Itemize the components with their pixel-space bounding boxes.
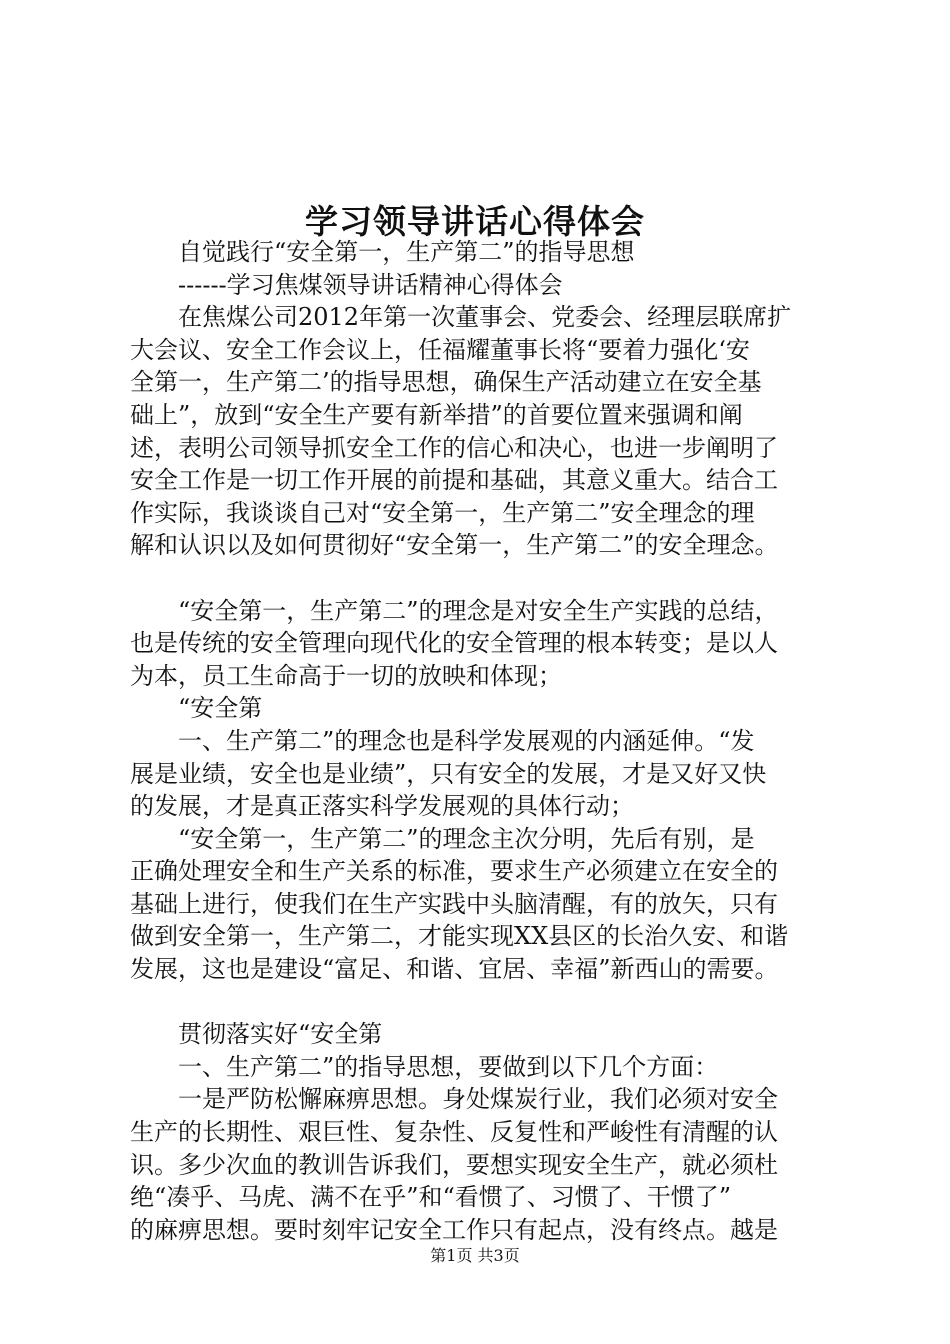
paragraph-line: 生产的长期性、艰巨性、复杂性、反复性和严峻性有清醒的认 xyxy=(130,1118,778,1147)
document-body xyxy=(130,236,830,1246)
paragraph-spacer xyxy=(130,986,830,1019)
paragraph-line: 一、生产第二”的理念也是科学发展观的内涵延伸。“发 xyxy=(178,726,755,755)
paragraph-line: 一是严防松懈麻痹思想。身处煤炭行业，我们必须对安全 xyxy=(178,1085,778,1114)
paragraph-line: “安全第一，生产第二”的理念是对安全生产实践的总结， xyxy=(178,596,779,625)
paragraph-spacer xyxy=(130,562,830,595)
paragraph-line: “安全第 xyxy=(178,694,263,723)
paragraph-line: 为本，员工生命高于一切的放映和体现； xyxy=(130,661,562,690)
page-number: 第1页 共3页 xyxy=(430,1246,520,1265)
document-title: 学习领导讲话心得体会 xyxy=(305,202,645,242)
paragraph-line: 安全工作是一切工作开展的前提和基础，其意义重大。结合工 xyxy=(130,466,778,495)
paragraph-line: 解和认识以及如何贯彻好“安全第一，生产第二”的安全理念。 xyxy=(130,531,779,560)
paragraph-line: “安全第一，生产第二”的理念主次分明，先后有别，是 xyxy=(178,824,755,853)
paragraph-line: 展是业绩，安全也是业绩”，只有安全的发展，才是又好又快 xyxy=(130,759,767,788)
paragraph-line: 作实际，我谈谈自己对“安全第一，生产第二”安全理念的理 xyxy=(130,498,755,527)
paragraph-line: 发展，这也是建设“富足、和谐、宜居、幸福”新西山的需要。 xyxy=(130,955,779,984)
paragraph-line: 识。多少次血的教训告诉我们，要想实现安全生产，就必须杜 xyxy=(130,1150,778,1179)
paragraph-line: 也是传统的安全管理向现代化的安全管理的根本转变；是以人 xyxy=(130,629,778,658)
paragraph-line: 的麻痹思想。要时刻牢记安全工作只有起点，没有终点。越是 xyxy=(130,1215,778,1244)
subtitle-line: ------学习焦煤领导讲话精神心得体会 xyxy=(178,270,563,299)
paragraph-line: 绝“凑乎、马虎、满不在乎”和“看惯了、习惯了、干惯了” xyxy=(130,1183,732,1212)
paragraph-line: 大会议、安全工作会议上，任福耀董事长将“要着力强化‘安 xyxy=(130,335,750,364)
paragraph-line: 贯彻落实好“安全第 xyxy=(178,1020,383,1049)
paragraph-line: 一、生产第二”的指导思想，要做到以下几个方面： xyxy=(178,1052,719,1081)
paragraph-line: 基础上进行，使我们在生产实践中头脑清醒，有的放矢，只有 xyxy=(130,889,778,918)
subtitle-line: 自觉践行“安全第一，生产第二”的指导思想 xyxy=(178,238,635,266)
paragraph-line: 正确处理安全和生产关系的标准，要求生产必须建立在安全的 xyxy=(130,857,778,886)
paragraph-line: 础上”，放到“安全生产要有新举措”的首要位置来强调和阐 xyxy=(130,400,743,429)
paragraph-line: 的发展，才是真正落实科学发展观的具体行动； xyxy=(130,792,634,821)
paragraph-line: 在焦煤公司2012年第一次董事会、党委会、经理层联席扩 xyxy=(178,303,792,332)
paragraph-line: 全第一，生产第二’的指导思想，确保生产活动建立在安全基 xyxy=(130,368,762,397)
paragraph-line: 述，表明公司领导抓安全工作的信心和决心，也进一步阐明了 xyxy=(130,433,778,462)
paragraph-line: 做到安全第一，生产第二，才能实现XX县区的长治久安、和谐 xyxy=(130,922,789,951)
